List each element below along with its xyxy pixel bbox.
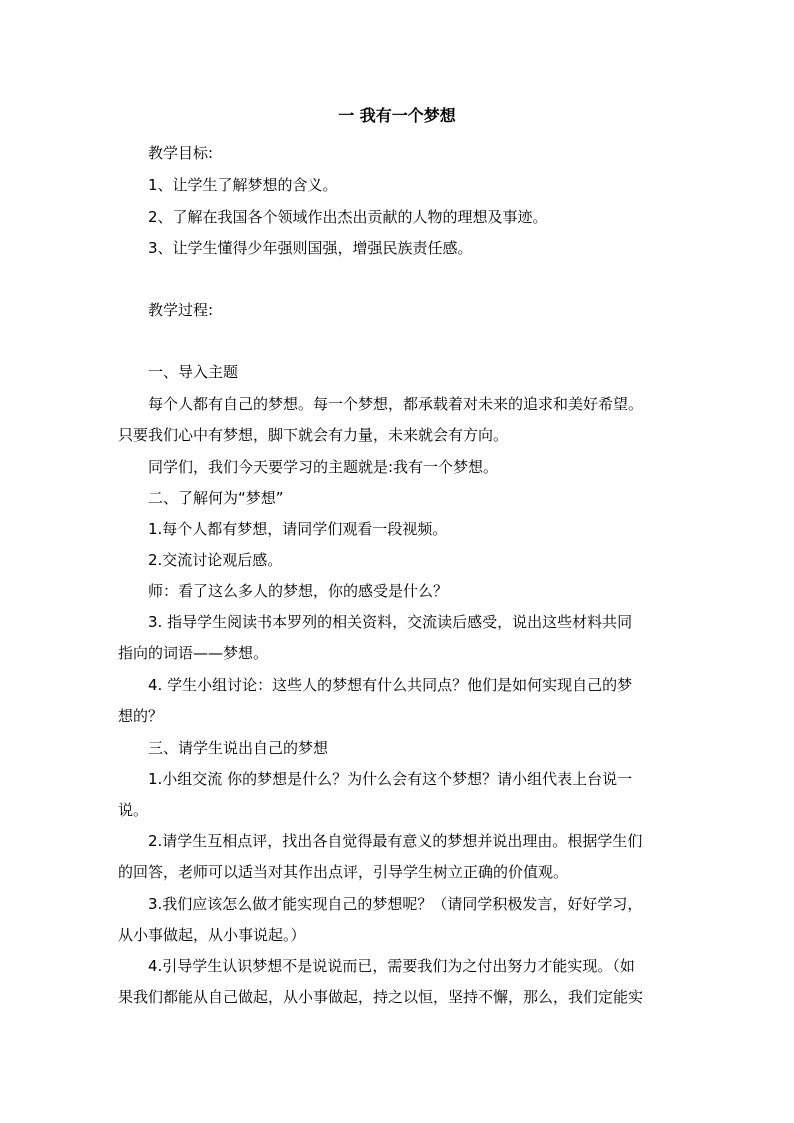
paragraph-line: 指向的词语——梦想。 — [118, 644, 269, 662]
paragraph-line: 从小事做起，从小事说起。） — [118, 926, 306, 944]
paragraph-line: 1.每个人都有梦想，请同学们观看一段视频。 — [148, 520, 448, 538]
section-heading-goals: 教学目标: — [148, 144, 214, 162]
paragraph-line: 4. 学生小组讨论：这些人的梦想有什么共同点？他们是如何实现自己的梦 — [148, 676, 633, 694]
paragraph-line: 只要我们心中有梦想，脚下就会有力量，未来就会有方向。 — [118, 426, 509, 444]
part-heading-3: 三、请学生说出自己的梦想 — [148, 739, 329, 757]
paragraph-line: 4.引导学生认识梦想不是说说而已，需要我们为之付出努力才能实现。（如 — [148, 957, 635, 975]
paragraph-line: 的回答，老师可以适当对其作出点评，引导学生树立正确的价值观。 — [118, 863, 569, 881]
part-heading-2: 二、了解何为“梦想” — [148, 489, 284, 507]
paragraph-line: 1.小组交流 你的梦想是什么？为什么会有这个梦想？请小组代表上台说一 — [148, 770, 633, 788]
paragraph-line: 说。 — [118, 801, 149, 819]
paragraph-line: 师：看了这么多人的梦想，你的感受是什么？ — [148, 582, 449, 600]
paragraph-line: 3. 指导学生阅读书本罗列的相关资料，交流读后感受，说出这些材料共同 — [148, 613, 633, 631]
paragraph-line: 3.我们应该怎么做才能实现自己的梦想呢？（请同学积极发言，好好学习， — [148, 895, 643, 913]
goal-item-2: 2、了解在我国各个领域作出杰出贡献的人物的理想及事迹。 — [148, 208, 548, 226]
paragraph-line: 2.请学生互相点评，找出各自觉得最有意义的梦想并说出理由。根据学生们 — [148, 832, 643, 850]
document-title: 一 我有一个梦想 — [338, 106, 456, 125]
paragraph-line: 2.交流讨论观后感。 — [148, 551, 283, 569]
part-heading-1: 一、导入主题 — [148, 363, 239, 381]
paragraph-line: 同学们，我们今天要学习的主题就是:我有一个梦想。 — [148, 458, 499, 476]
paragraph-line: 每个人都有自己的梦想。每一个梦想，都承载着对未来的追求和美好希望。 — [148, 395, 644, 413]
goal-item-3: 3、让学生懂得少年强则国强，增强民族责任感。 — [148, 239, 473, 257]
section-heading-process: 教学过程: — [148, 301, 214, 319]
paragraph-line: 想的？ — [118, 707, 164, 725]
paragraph-line: 果我们都能从自己做起，从小事做起，持之以恒，坚持不懈，那么，我们定能实 — [118, 988, 644, 1006]
goal-item-1: 1、让学生了解梦想的含义。 — [148, 176, 338, 194]
